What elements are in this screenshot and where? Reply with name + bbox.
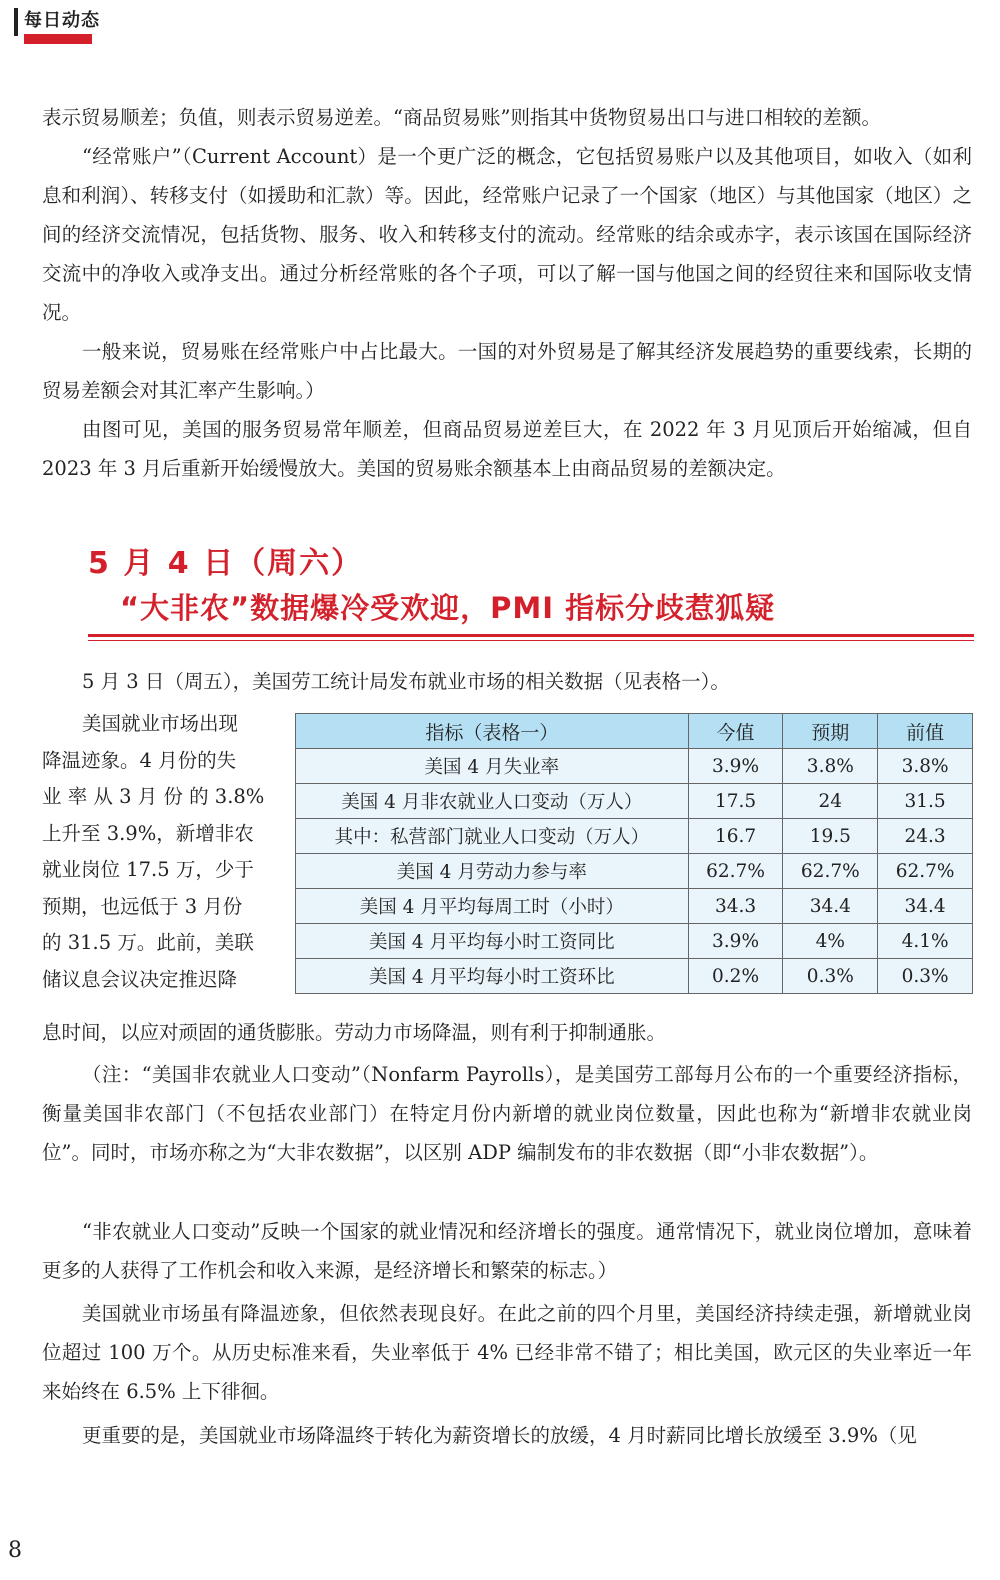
lead-paragraph: 5 月 3 日（周五），美国劳工统计局发布就业市场的相关数据（见表格一）。 [82, 670, 730, 693]
cell-previous: 3.8% [878, 749, 973, 784]
intro-paragraph-4: 由图可见，美国的服务贸易常年顺差，但商品贸易逆差巨大，在 2022 年 3 月见顶后开始缩减，但自 2023 年 3 月后重新开始缓慢放大。美国的贸易账余额基本上由商品贸易的差额决定。 [42, 418, 972, 480]
cell-forecast: 3.8% [783, 749, 878, 784]
cell-forecast: 4% [783, 924, 878, 959]
section-date: 5 月 4 日（周六） [88, 546, 364, 581]
intro-paragraph-1: 表示贸易顺差；负值，则表示贸易逆差。“商品贸易账”则指其中货物贸易出口与进口相较的差额。 [42, 106, 881, 129]
section-title: “大非农”数据爆冷受欢迎，PMI 指标分歧惹狐疑 [120, 591, 776, 625]
table-row [296, 924, 973, 959]
cell-actual: 34.3 [688, 889, 783, 924]
table-row [296, 749, 973, 784]
cell-actual: 16.7 [688, 819, 783, 854]
cell-actual: 0.2% [688, 959, 783, 994]
wrapped-text-column [42, 706, 272, 998]
body-paragraph-6: 更重要的是，美国就业市场降温终于转化为薪资增长的放缓，4 月时薪同比增长放缓至 3.9%（见 [82, 1424, 917, 1447]
cell-actual: 62.7% [688, 854, 783, 889]
cell-indicator: 其中：私营部门就业人口变动（万人） [296, 819, 689, 854]
table-row [296, 854, 973, 889]
cell-indicator: 美国 4 月失业率 [296, 749, 689, 784]
cell-actual: 3.9% [688, 749, 783, 784]
table-header-row [296, 714, 973, 749]
cell-indicator: 美国 4 月劳动力参与率 [296, 854, 689, 889]
table-row [296, 819, 973, 854]
cell-indicator: 美国 4 月非农就业人口变动（万人） [296, 784, 689, 819]
cell-indicator: 美国 4 月平均每小时工资同比 [296, 924, 689, 959]
note-paragraph-1: （注：“美国非农就业人口变动”（Nonfarm Payrolls），是美国劳工部每月公布的一个重要经济指标，衡量美国非农部门（不包括农业部门）在特定月份内新增的就业岗位数量，因此也称为“新增非农就业岗位”。同时，市场亦称之为“大非农数据”，以区别 ADP 编制发布的非农数据（即“小非农数据”）。 [42, 1063, 972, 1164]
table-row [296, 959, 973, 994]
wrap-line: 预期，也远低于 3 月份 [42, 894, 243, 918]
cell-previous: 0.3% [878, 959, 973, 994]
section-label: 每日动态 [24, 10, 100, 31]
table-row [296, 784, 973, 819]
header-red-underline [24, 34, 92, 44]
wrap-line: 美国就业市场出现 [82, 712, 239, 735]
cell-forecast: 34.4 [783, 889, 878, 924]
wrap-line: 上升至 3.9%，新增非农 [42, 821, 254, 845]
header-actual: 今值 [688, 714, 783, 749]
cell-previous: 31.5 [878, 784, 973, 819]
cell-actual: 17.5 [688, 784, 783, 819]
wrap-line: 的 31.5 万。此前，美联 [42, 931, 254, 954]
wrap-line: 业 率 从 3 月 份 的 3.8% [42, 785, 265, 808]
intro-paragraph-3: 一般来说，贸易账在经常账户中占比最大。一国的对外贸易是了解其经济发展趋势的重要线索，长期的贸易差额会对其汇率产生影响。） [42, 340, 972, 402]
body-paragraph-5: 美国就业市场虽有降温迹象，但依然表现良好。在此之前的四个月里，美国经济持续走强，新增就业岗位超过 100 万个。从历史标准来看，失业率低于 4% 已经非常不错了；相比美国，欧元区的失业率近一年来始终在 6.5% 上下徘徊。 [42, 1302, 972, 1403]
cell-previous: 24.3 [878, 819, 973, 854]
header-forecast: 预期 [783, 714, 878, 749]
intro-paragraph-2: “经常账户”（Current Account）是一个更广泛的概念，它包括贸易账户以及其他项目，如收入（如利息和利润）、转移支付（如援助和汇款）等。因此，经常账户记录了一个国家（地区）与其他国家（地区）之间的经济交流情况，包括货物、服务、收入和转移支付的流动。经常账的结余或赤字，表示该国在国际经济交流中的净收入或净支出。通过分析经常账的各个子项，可以了解一国与他国之间的经贸往来和国际收支情况。 [42, 145, 972, 324]
cell-actual: 3.9% [688, 924, 783, 959]
header-previous: 前值 [878, 714, 973, 749]
wrap-line: 降温迹象。4 月份的失 [42, 748, 237, 772]
cell-previous: 4.1% [878, 924, 973, 959]
cell-previous: 62.7% [878, 854, 973, 889]
cell-forecast: 0.3% [783, 959, 878, 994]
cell-forecast: 24 [783, 784, 878, 819]
cell-forecast: 62.7% [783, 854, 878, 889]
cell-forecast: 19.5 [783, 819, 878, 854]
employment-data-table [295, 713, 973, 994]
wrap-line: 就业岗位 17.5 万，少于 [42, 858, 254, 881]
wrap-line: 储议息会议决定推迟降 [42, 967, 238, 991]
cell-indicator: 美国 4 月平均每小时工资环比 [296, 959, 689, 994]
note-paragraph-2: “非农就业人口变动”反映一个国家的就业情况和经济增长的强度。通常情况下，就业岗位增加，意味着更多的人获得了工作机会和收入来源，是经济增长和繁荣的标志。） [42, 1220, 972, 1282]
wrap-tail-paragraph: 息时间，以应对顽固的通货膨胀。劳动力市场降温，则有利于抑制通胀。 [42, 1021, 667, 1044]
cell-indicator: 美国 4 月平均每周工时（小时） [296, 889, 689, 924]
section-divider-thin [88, 640, 974, 641]
table-row [296, 889, 973, 924]
header-indicator: 指标（表格一） [296, 714, 689, 749]
section-divider [88, 634, 974, 637]
cell-previous: 34.4 [878, 889, 973, 924]
header-accent-bar [14, 8, 18, 36]
page-number: 8 [8, 1538, 22, 1563]
